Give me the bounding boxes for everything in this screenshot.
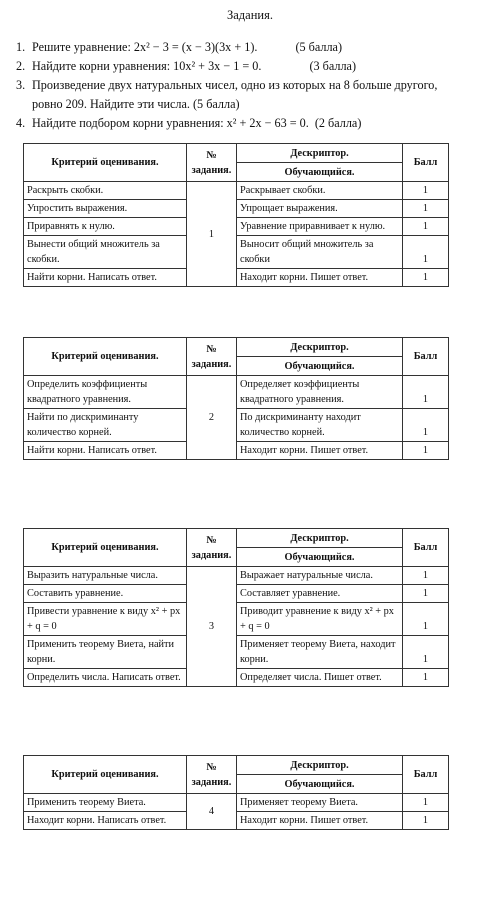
score-cell: 1 [403,636,449,669]
criterion-cell: Вынести общий множитель за скобки. [24,236,187,269]
header-descriptor: Дескриптор. [237,144,403,163]
score-cell: 1 [403,236,449,269]
header-learner: Обучающийся. [237,163,403,182]
descriptor-cell: По дискриминанту находит количество корней. [237,409,403,442]
score-cell: 1 [403,376,449,409]
criterion-cell: Найти корни. Написать ответ. [24,442,187,460]
task-text: Найдите подбором корни уравнения: x² + 2x − 63 = 0. [32,116,309,130]
descriptor-cell: Выносит общий множитель за скобки [237,236,403,269]
header-criterion: Критерий оценивания. [24,144,187,182]
task-points: (5 балла) [295,40,343,54]
task-points: (5 балла) [193,97,240,111]
descriptor-cell: Находит корни. Пишет ответ. [237,442,403,460]
criterion-cell: Привести уравнение к виду x² + px + q = 0 [24,603,187,636]
header-task-no: № задания. [187,338,237,376]
score-cell: 1 [403,812,449,830]
task-text: Произведение двух натуральных чисел, одно из которых на 8 больше другого, [32,78,438,92]
header-task-no: № задания. [187,756,237,794]
header-score: Балл [403,144,449,182]
task-1 [16,38,494,57]
descriptor-cell: Раскрывает скобки. [237,182,403,200]
table-row [24,200,449,218]
header-learner: Обучающийся. [237,548,403,567]
criterion-cell: Определить коэффициенты квадратного уравнения. [24,376,187,409]
descriptor-cell: Находит корни. Пишет ответ. [237,269,403,287]
task-4 [16,114,494,133]
criterion-cell: Находит корни. Написать ответ. [24,812,187,830]
descriptor-cell: Находит корни. Пишет ответ. [237,812,403,830]
task-number: 4. [16,116,26,130]
score-cell: 1 [403,567,449,585]
criterion-cell: Составить уравнение. [24,585,187,603]
descriptor-cell: Уравнение приравнивает к нулю. [237,218,403,236]
criteria-table-task-2 [23,337,449,460]
task-points: (3 балла) [309,59,357,73]
header-learner: Обучающийся. [237,775,403,794]
table-row [24,567,449,585]
table-row [24,794,449,812]
task-number: 3. [16,78,26,92]
header-score: Балл [403,529,449,567]
table-row [24,182,449,200]
criterion-cell: Приравнять к нулю. [24,218,187,236]
header-criterion: Критерий оценивания. [24,756,187,794]
task-number-cell: 4 [187,794,237,830]
score-cell: 1 [403,218,449,236]
header-descriptor: Дескриптор. [237,338,403,357]
header-criterion: Критерий оценивания. [24,529,187,567]
criteria-table-task-1 [23,143,449,287]
task-number-cell: 1 [187,182,237,287]
criterion-cell: Применить теорему Виета, найти корни. [24,636,187,669]
task-number-cell: 2 [187,376,237,460]
criterion-cell: Найти по дискриминанту количество корней. [24,409,187,442]
table-row [24,269,449,287]
criterion-cell: Выразить натуральные числа. [24,567,187,585]
criteria-table-task-3 [23,528,449,687]
task-2 [16,57,494,76]
header-score: Балл [403,756,449,794]
descriptor-cell: Упрощает выражения. [237,200,403,218]
task-number: 1. [16,40,26,54]
table-row [24,669,449,687]
score-cell: 1 [403,269,449,287]
task-text: Найдите корни уравнения: 10x² + 3x − 1 = 0. [32,59,262,73]
header-descriptor: Дескриптор. [237,529,403,548]
score-cell: 1 [403,603,449,636]
task-text-cont: ровно 209. Найдите эти числа. [32,97,190,111]
table-row [24,812,449,830]
header-task-no: № задания. [187,529,237,567]
task-3 [16,76,494,95]
header-descriptor: Дескриптор. [237,756,403,775]
criteria-table-task-4 [23,755,449,830]
table-row [24,218,449,236]
header-criterion: Критерий оценивания. [24,338,187,376]
score-cell: 1 [403,200,449,218]
descriptor-cell: Выражает натуральные числа. [237,567,403,585]
header-learner: Обучающийся. [237,357,403,376]
descriptor-cell: Приводит уравнение к виду x² + px + q = 0 [237,603,403,636]
score-cell: 1 [403,585,449,603]
score-cell: 1 [403,794,449,812]
task-list [16,38,494,133]
task-text: Решите уравнение: 2x² − 3 = (x − 3)(3x + 1). [32,40,258,54]
criterion-cell: Упростить выражения. [24,200,187,218]
task-number: 2. [16,59,26,73]
criterion-cell: Применить теорему Виета. [24,794,187,812]
table-row [24,603,449,636]
descriptor-cell: Применяет теорему Виета. [237,794,403,812]
criterion-cell: Раскрыть скобки. [24,182,187,200]
score-cell: 1 [403,442,449,460]
descriptor-cell: Определяет коэффициенты квадратного уравнения. [237,376,403,409]
table-row [24,636,449,669]
table-row [24,376,449,409]
score-cell: 1 [403,182,449,200]
criterion-cell: Найти корни. Написать ответ. [24,269,187,287]
header-task-no: № задания. [187,144,237,182]
table-row [24,236,449,269]
task-points: (2 балла) [314,116,362,130]
page-title: Задания. [227,8,273,22]
task-number-cell: 3 [187,567,237,687]
score-cell: 1 [403,409,449,442]
criterion-cell: Определить числа. Написать ответ. [24,669,187,687]
descriptor-cell: Составляет уравнение. [237,585,403,603]
table-row [24,585,449,603]
score-cell: 1 [403,669,449,687]
table-row [24,442,449,460]
table-row [24,409,449,442]
descriptor-cell: Определяет числа. Пишет ответ. [237,669,403,687]
task-3-continuation [16,95,494,114]
header-score: Балл [403,338,449,376]
descriptor-cell: Применяет теорему Виета, находит корни. [237,636,403,669]
